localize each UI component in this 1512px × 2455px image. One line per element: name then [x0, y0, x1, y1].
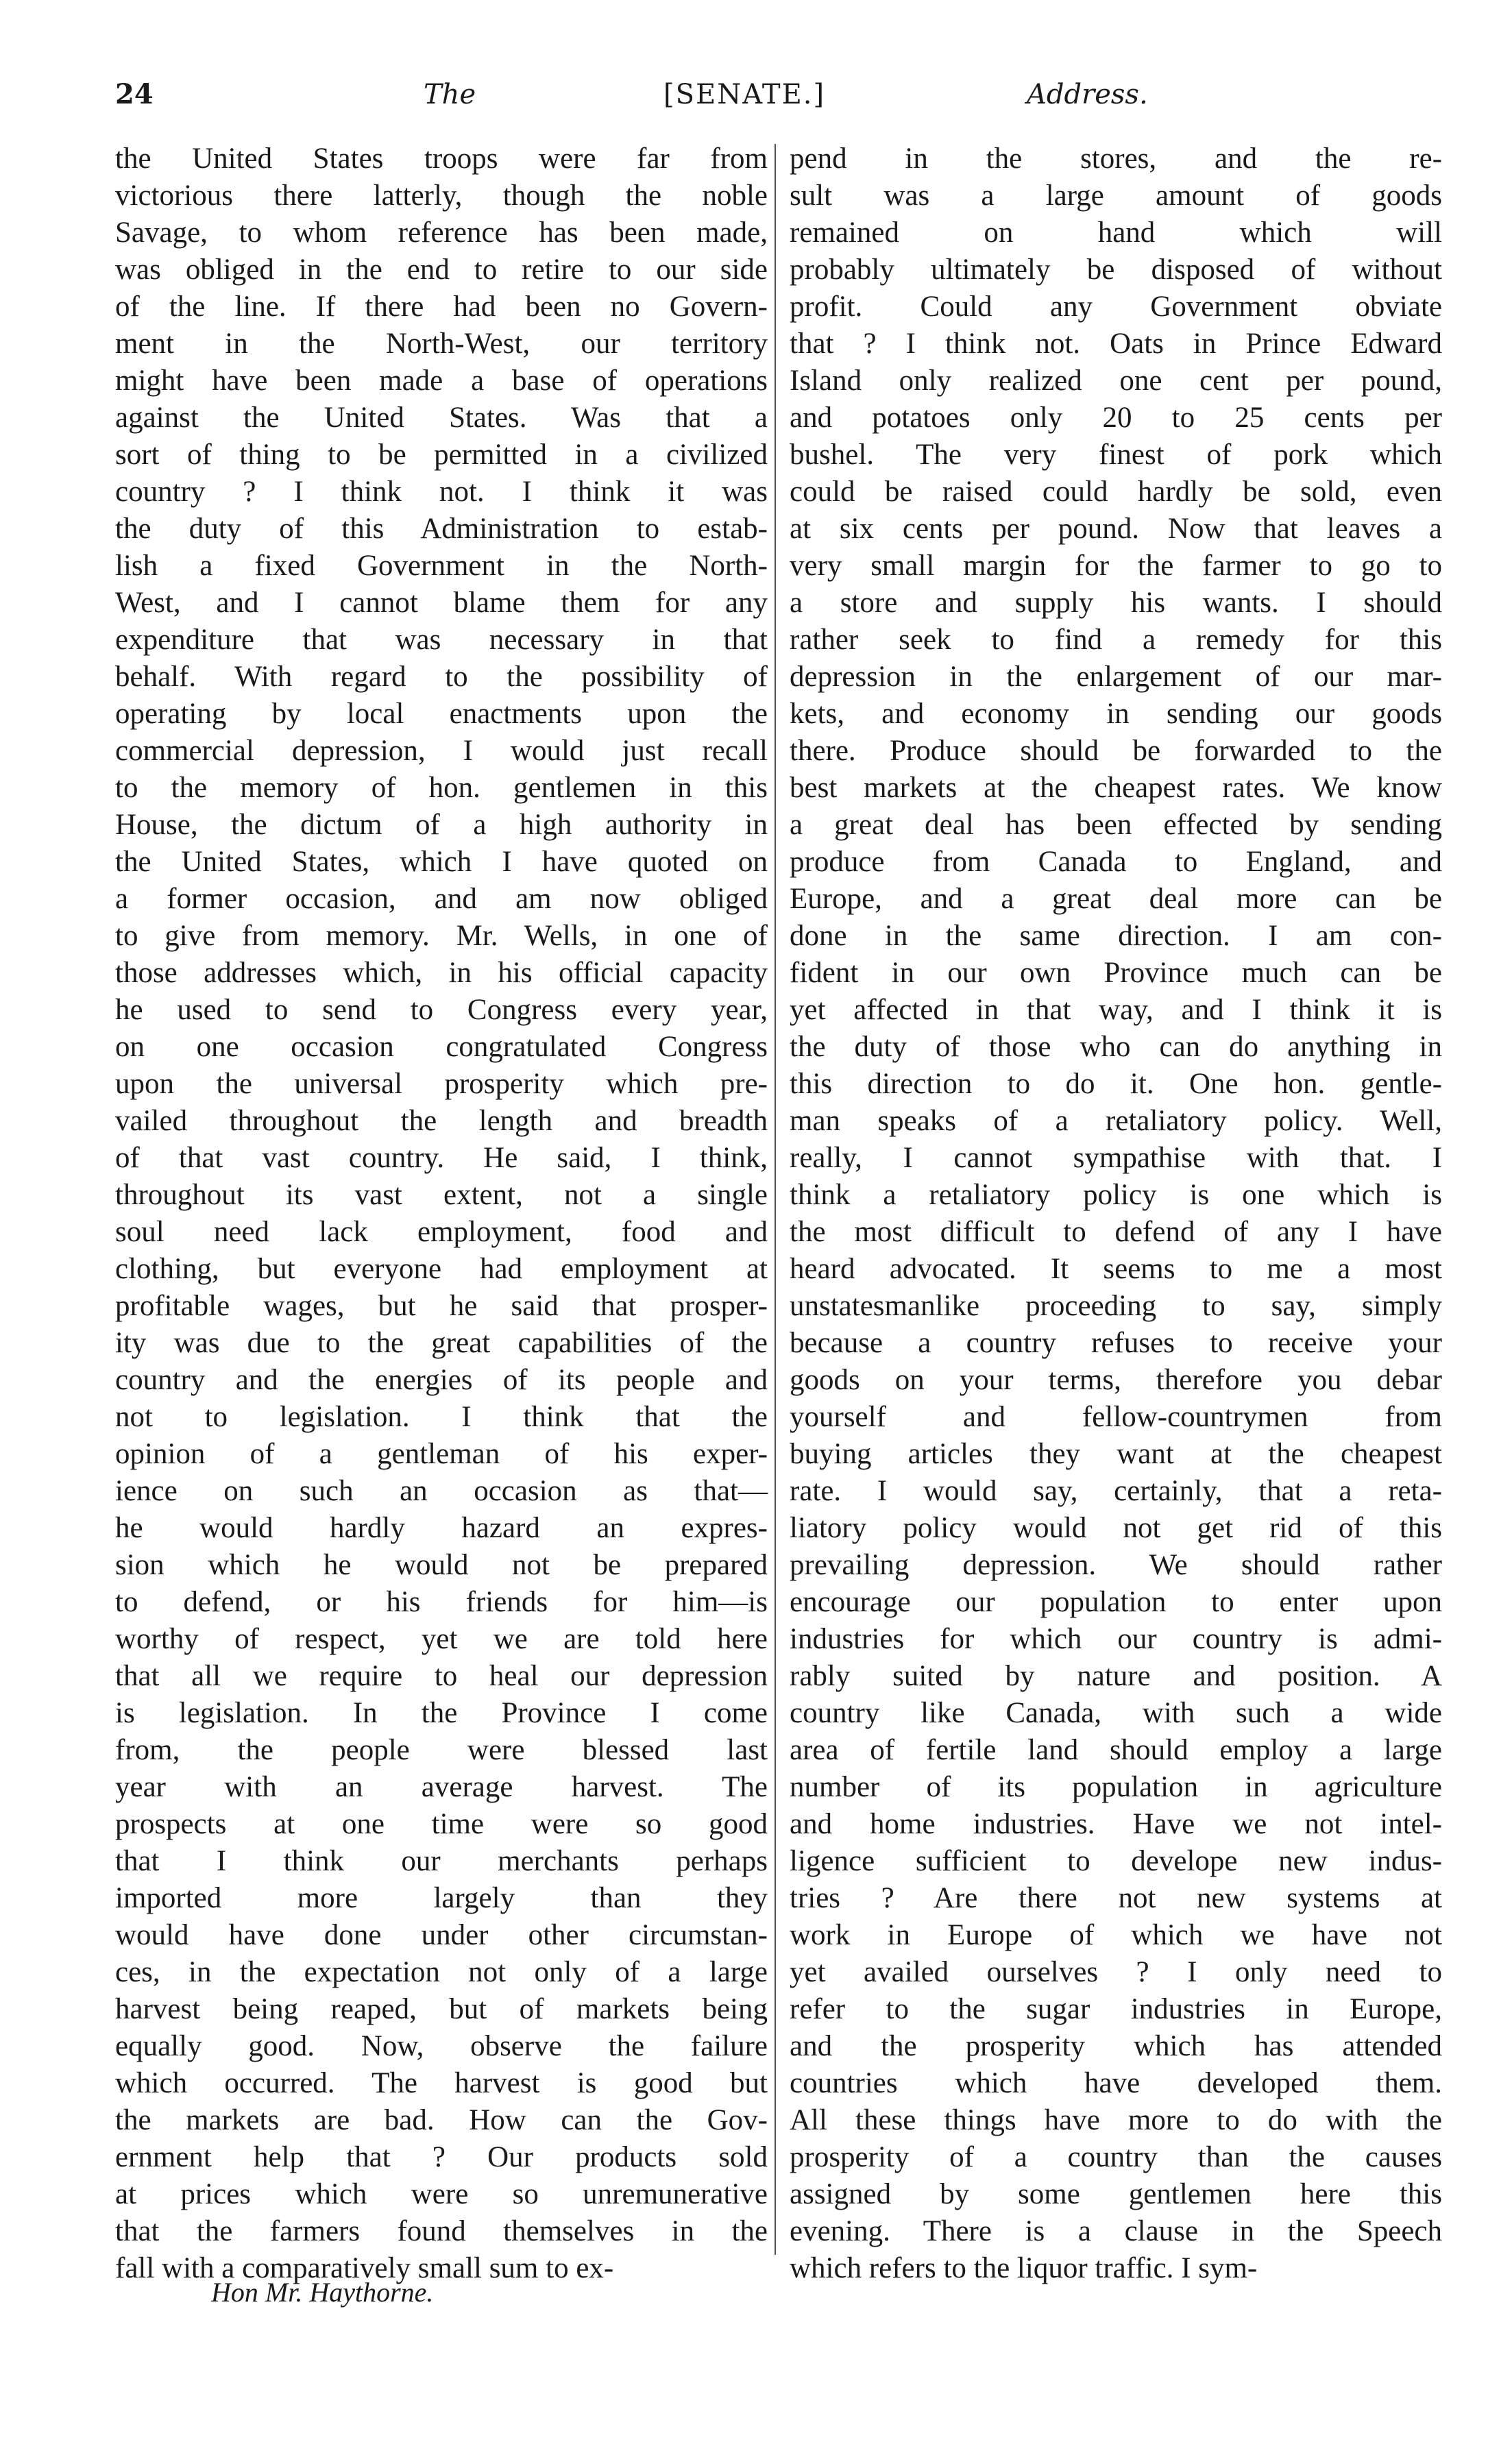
text-line: probably ultimately be disposed of without [790, 254, 1442, 286]
text-line: prevailing depression. We should rather [790, 1549, 1442, 1581]
text-line: country and the energies of its people and [115, 1364, 768, 1396]
text-line: heard advocated. It seems to me a most [790, 1253, 1442, 1285]
text-line: to defend, or his friends for him—is [115, 1586, 768, 1618]
text-line: prospects at one time were so good [115, 1808, 768, 1840]
text-line: and potatoes only 20 to 25 cents per [790, 402, 1442, 434]
column-divider [775, 144, 776, 2255]
text-line: against the United States. Was that a [115, 402, 768, 434]
text-line: year with an average harvest. The [115, 1771, 768, 1803]
text-line: sion which he would not be prepared [115, 1549, 768, 1581]
text-line: the most difficult to defend of any I have [790, 1216, 1442, 1248]
text-line: House, the dictum of a high authority in [115, 809, 768, 841]
text-line: yet availed ourselves ? I only need to [790, 1956, 1442, 1988]
text-line: which refers to the liquor traffic. I sym- [790, 2252, 1258, 2284]
text-line: might have been made a base of operations [115, 365, 768, 397]
text-line: Island only realized one cent per pound, [790, 365, 1442, 397]
text-line: really, I cannot sympathise with that. I [790, 1142, 1442, 1174]
text-line: he used to send to Congress every year, [115, 994, 768, 1026]
text-line: man speaks of a retaliatory policy. Well, [790, 1105, 1442, 1137]
text-line: evening. There is a clause in the Speech [790, 2215, 1442, 2247]
text-line: not to legislation. I think that the [115, 1401, 768, 1433]
text-line: was obliged in the end to retire to our side [115, 254, 768, 286]
text-line: the markets are bad. How can the Gov- [115, 2104, 768, 2136]
running-title-right: Address. [1027, 79, 1148, 110]
text-column-left [115, 141, 768, 2287]
text-line: the duty of those who can do anything in [790, 1031, 1442, 1063]
text-line: and home industries. Have we not intel- [790, 1808, 1442, 1840]
text-line: ernment help that ? Our products sold [115, 2141, 768, 2173]
text-line: equally good. Now, observe the failure [115, 2030, 768, 2062]
text-line: and the prosperity which has attended [790, 2030, 1442, 2062]
text-line: kets, and economy in sending our goods [790, 698, 1442, 730]
text-line: this direction to do it. One hon. gentle- [790, 1068, 1442, 1100]
text-line: done in the same direction. I am con- [790, 920, 1442, 952]
text-line: to the memory of hon. gentlemen in this [115, 772, 768, 804]
text-line: Savage, to whom reference has been made, [115, 217, 768, 249]
text-line: ience on such an occasion as that— [115, 1475, 768, 1507]
text-line: remained on hand which will [790, 217, 1442, 249]
running-title-left: The [424, 79, 476, 110]
footer-signature: Hon Mr. Haythorne. [211, 2277, 434, 2308]
text-line: bushel. The very finest of pork which [790, 439, 1442, 471]
text-line: a great deal has been effected by sending [790, 809, 1442, 841]
text-line: upon the universal prosperity which pre- [115, 1068, 768, 1100]
text-line: ces, in the expectation not only of a large [115, 1956, 768, 1988]
text-line: behalf. With regard to the possibility of [115, 661, 768, 693]
text-line: that the farmers found themselves in the [115, 2215, 768, 2247]
text-line: could be raised could hardly be sold, even [790, 476, 1442, 508]
text-line: a store and supply his wants. I should [790, 587, 1442, 619]
text-line: the United States, which I have quoted on [115, 846, 768, 878]
text-line: because a country refuses to receive your [790, 1327, 1442, 1359]
page-number: 24 [115, 78, 154, 110]
text-line: depression in the enlargement of our mar- [790, 661, 1442, 693]
text-line: prosperity of a country than the causes [790, 2141, 1442, 2173]
text-line: opinion of a gentleman of his exper- [115, 1438, 768, 1470]
text-column-right [790, 141, 1442, 2287]
text-line: victorious there latterly, though the noble [115, 180, 768, 212]
text-line: vailed throughout the length and breadth [115, 1105, 768, 1137]
text-line: would have done under other circumstan- [115, 1919, 768, 1951]
text-line: refer to the sugar industries in Europe, [790, 1993, 1442, 2025]
text-line: think a retaliatory policy is one which is [790, 1179, 1442, 1211]
text-line: rate. I would say, certainly, that a reta- [790, 1475, 1442, 1507]
text-line: at prices which were so unremunerative [115, 2178, 768, 2210]
text-line: to give from memory. Mr. Wells, in one of [115, 920, 768, 952]
text-line: throughout its vast extent, not a single [115, 1179, 768, 1211]
page-header [115, 74, 1383, 115]
text-line: worthy of respect, yet we are told here [115, 1623, 768, 1655]
text-line: assigned by some gentlemen here this [790, 2178, 1442, 2210]
text-line: work in Europe of which we have not [790, 1919, 1442, 1951]
text-line: on one occasion congratulated Congress [115, 1031, 768, 1063]
text-line: buying articles they want at the cheapest [790, 1438, 1442, 1470]
text-line: ity was due to the great capabilities of the [115, 1327, 768, 1359]
text-line: harvest being reaped, but of markets being [115, 1993, 768, 2025]
text-line: of that vast country. He said, I think, [115, 1142, 768, 1174]
text-line: fall with a comparatively small sum to ex- [115, 2252, 614, 2284]
text-line: of the line. If there had been no Govern- [115, 291, 768, 323]
text-line: area of fertile land should employ a large [790, 1734, 1442, 1766]
text-line: a former occasion, and am now obliged [115, 883, 768, 915]
text-line: that I think our merchants perhaps [115, 1845, 768, 1877]
text-line: encourage our population to enter upon [790, 1586, 1442, 1618]
text-line: from, the people were blessed last [115, 1734, 768, 1766]
text-line: goods on your terms, therefore you debar [790, 1364, 1442, 1396]
text-line: the United States troops were far from [115, 143, 768, 175]
text-line: sort of thing to be permitted in a civilized [115, 439, 768, 471]
text-line: liatory policy would not get rid of this [790, 1512, 1442, 1544]
text-line: number of its population in agriculture [790, 1771, 1442, 1803]
text-line: soul need lack employment, food and [115, 1216, 768, 1248]
text-line: ment in the North-West, our territory [115, 328, 768, 360]
text-line: rably suited by nature and position. A [790, 1660, 1442, 1692]
text-line: lish a fixed Government in the North- [115, 550, 768, 582]
text-line: very small margin for the farmer to go to [790, 550, 1442, 582]
text-line: commercial depression, I would just recall [115, 735, 768, 767]
text-line: All these things have more to do with the [790, 2104, 1442, 2136]
text-line: produce from Canada to England, and [790, 846, 1442, 878]
text-line: fident in our own Province much can be [790, 957, 1442, 989]
text-line: profit. Could any Government obviate [790, 291, 1442, 323]
text-line: that ? I think not. Oats in Prince Edward [790, 328, 1442, 360]
text-line: profitable wages, but he said that prosper- [115, 1290, 768, 1322]
text-line: that all we require to heal our depression [115, 1660, 768, 1692]
text-line: West, and I cannot blame them for any [115, 587, 768, 619]
text-line: operating by local enactments upon the [115, 698, 768, 730]
text-line: he would hardly hazard an expres- [115, 1512, 768, 1544]
text-line: there. Produce should be forwarded to the [790, 735, 1442, 767]
text-line: those addresses which, in his official capacity [115, 957, 768, 989]
text-line: clothing, but everyone had employment at [115, 1253, 768, 1285]
text-line: expenditure that was necessary in that [115, 624, 768, 656]
text-line: countries which have developed them. [790, 2067, 1442, 2099]
text-line: which occurred. The harvest is good but [115, 2067, 768, 2099]
text-line: unstatesmanlike proceeding to say, simply [790, 1290, 1442, 1322]
text-line: imported more largely than they [115, 1882, 768, 1914]
text-line: ligence sufficient to develope new indus- [790, 1845, 1442, 1877]
text-line: at six cents per pound. Now that leaves a [790, 513, 1442, 545]
text-line: best markets at the cheapest rates. We know [790, 772, 1442, 804]
text-line: yourself and fellow-countrymen from [790, 1401, 1442, 1433]
running-section: [SENATE.] [663, 79, 826, 110]
text-line: industries for which our country is admi- [790, 1623, 1442, 1655]
text-line: pend in the stores, and the re- [790, 143, 1442, 175]
text-line: country ? I think not. I think it was [115, 476, 768, 508]
text-line: is legislation. In the Province I come [115, 1697, 768, 1729]
text-line: rather seek to find a remedy for this [790, 624, 1442, 656]
text-line: Europe, and a great deal more can be [790, 883, 1442, 915]
text-line: yet affected in that way, and I think it is [790, 994, 1442, 1026]
text-line: tries ? Are there not new systems at [790, 1882, 1442, 1914]
text-line: sult was a large amount of goods [790, 180, 1442, 212]
text-line: country like Canada, with such a wide [790, 1697, 1442, 1729]
text-line: the duty of this Administration to estab- [115, 513, 768, 545]
